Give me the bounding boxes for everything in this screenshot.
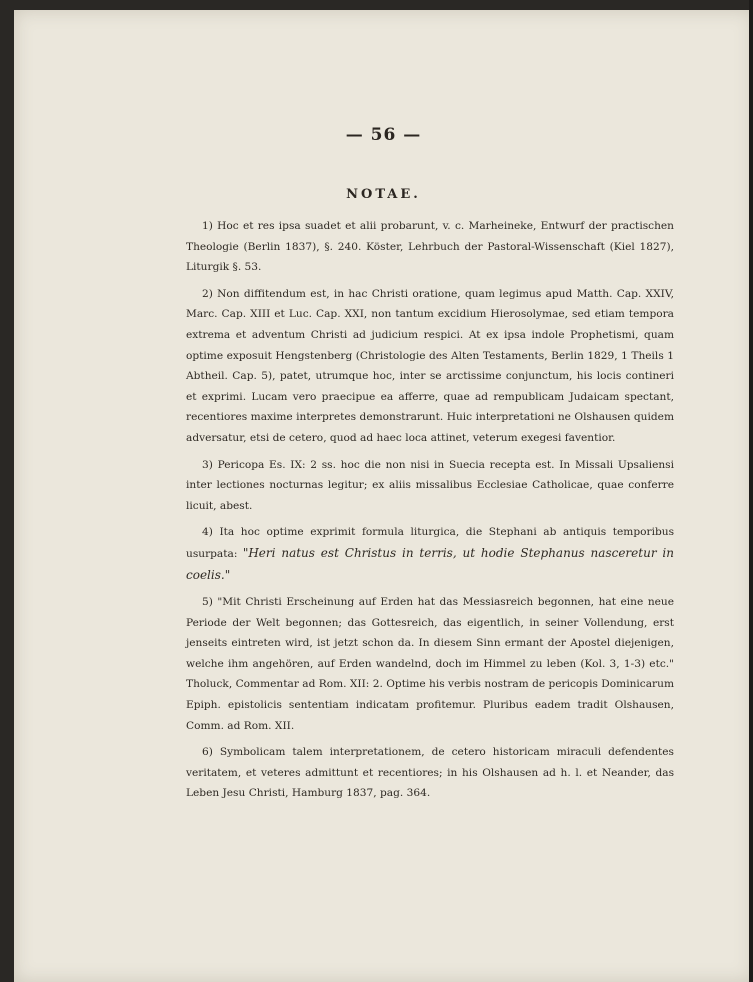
note-1: 1) Hoc et res ipsa suadet et alii probarunt, v. c. Marheineke, Entwurf der practischen Theologie (Berlin 1837), §. 240. Köster, Lehrbuch der Pastoral-Wissenschaft (Kiel 1827), Liturgik §. 53. xyxy=(186,220,674,274)
section-title: NOTAE. xyxy=(346,187,421,202)
note-4 xyxy=(186,522,674,586)
page-number: — 56 — xyxy=(345,125,422,145)
note-4-text: 4) Ita hoc optime exprimit formula liturgica, die Stephani ab antiquis temporibus usurpata: xyxy=(186,526,674,560)
book-page xyxy=(14,10,753,982)
notes-body xyxy=(186,216,674,810)
note-6: 6) Symbolicam talem interpretationem, de cetero historicam miraculi defendentes veritatem, et veteres admittunt et recentiores; in his Olshausen ad h. l. et Neander, das Leben Jesu Christi, Hamburg 1837, pag. 364. xyxy=(186,746,674,800)
note-4-quote: "Heri natus est Christus in terris, ut hodie Stephanus nasceretur in coelis." xyxy=(186,545,674,582)
note-3: 3) Pericopa Es. IX: 2 ss. hoc die non nisi in Suecia recepta est. In Missali Upsaliensi inter lectiones nocturnas legitur; ex aliis missalibus Ecclesiae Catholicae, quae conferre licuit, abest. xyxy=(186,458,674,512)
page-edge xyxy=(749,0,753,982)
note-5: 5) "Mit Christi Erscheinung auf Erden hat das Messiasreich begonnen, hat eine neue Periode der Welt begonnen; das Gottesreich, das eigentlich, in seiner Vollendung, erst jenseits eintreten wird, ist jetzt schon da. In diesem Sinn ermant der Apostel diejenigen, welche ihm angehören, auf Erden wandelnd, doch im Himmel zu leben (Kol. 3, 1-3) etc." Tholuck, Commentar ad Rom. XII: 2. Optime his verbis nostram de pericopis Dominicarum Epiph. epistolicis sententiam indicatam profitemur. Pluribus eadem tradit Olshausen, Comm. ad Rom. XII. xyxy=(186,596,674,732)
note-2: 2) Non diffitendum est, in hac Christi oratione, quam legimus apud Matth. Cap. XXIV, Marc. Cap. XIII et Luc. Cap. XXI, non tantum excidium Hierosolymae, sed etiam tempora extrema et adventum Christi ad judicium respici. At ex ipsa indole Prophetismi, quam optime exposuit Hengstenberg (Christologie des Alten Testaments, Berlin 1829, 1 Theils 1 Abtheil. Cap. 5), patet, utrumque hoc, inter se arctissime conjunctum, his locis contineri et exprimi. Lucam vero praecipue ea afferre, quae ad rempublicam Judaicam spectant, recentiores maxime interpretes demonstrarunt. Huic interpretationi ne Olshausen quidem adversatur, etsi de cetero, quod ad haec loca attinet, veterum exegesi faventior. xyxy=(186,287,674,444)
